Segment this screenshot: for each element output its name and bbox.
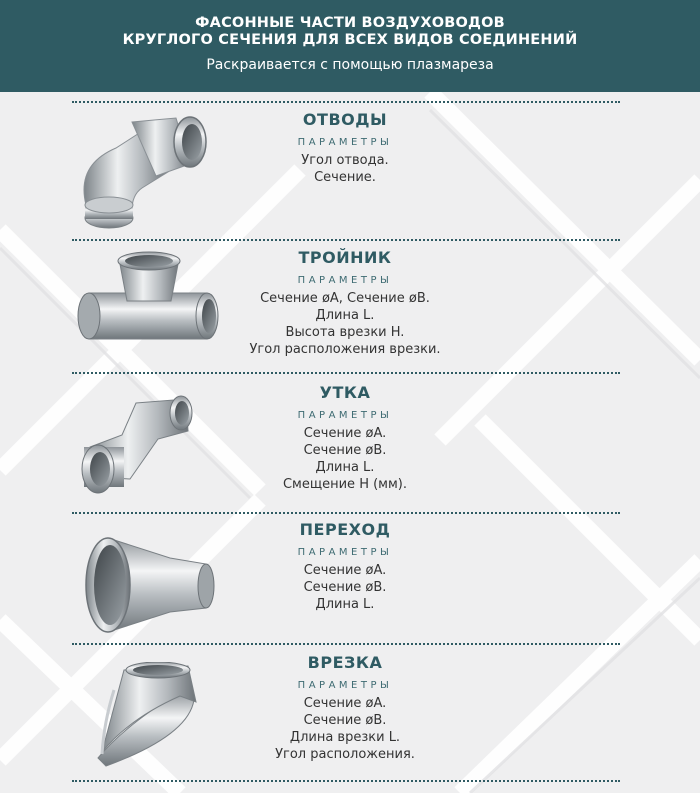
section-title: ВРЕЗКА <box>307 653 383 672</box>
page-header <box>0 0 700 92</box>
params-label: ПАРАМЕТРЫ <box>297 137 393 148</box>
params-label: ПАРАМЕТРЫ <box>297 547 393 558</box>
param-line: Угол отвода. <box>301 153 389 168</box>
offset-pipe-image <box>78 391 198 503</box>
param-line: Угол расположения. <box>275 747 415 762</box>
params-label: ПАРАМЕТРЫ <box>297 410 393 421</box>
param-line: Сечение øB. <box>303 713 387 728</box>
header-title-line1: ФАСОННЫЕ ЧАСТИ ВОЗДУХОВОДОВ <box>195 15 505 31</box>
param-line: Длина L. <box>315 308 375 323</box>
section-divider <box>72 780 620 782</box>
params-label: ПАРАМЕТРЫ <box>297 680 393 691</box>
param-line: Сечение øB. <box>303 443 387 458</box>
param-line: Сечение øB. <box>303 580 387 595</box>
param-line: Длина L. <box>315 460 375 475</box>
params-label: ПАРАМЕТРЫ <box>297 275 393 286</box>
param-line: Сечение øA. <box>303 563 387 578</box>
param-line: Высота врезки H. <box>285 325 405 340</box>
section-divider <box>72 643 620 645</box>
section-title: ТРОЙНИК <box>298 248 392 267</box>
param-line: Сечение øA, Сечение øB. <box>260 291 430 306</box>
param-line: Сечение øA. <box>303 696 387 711</box>
section-title: УТКА <box>319 383 371 402</box>
param-line: Сечение. <box>314 170 376 185</box>
param-line: Сечение øA. <box>303 426 387 441</box>
section-divider <box>72 512 620 514</box>
section-divider <box>72 101 620 103</box>
param-line: Смещение H (мм). <box>282 477 407 492</box>
header-title-line2: КРУГЛОГО СЕЧЕНИЯ ДЛЯ ВСЕХ ВИДОВ СОЕДИНЕНИЙ <box>122 32 578 48</box>
param-line: Угол расположения врезки. <box>249 342 441 357</box>
param-line: Длина врезки L. <box>289 730 401 745</box>
section-title: ПЕРЕХОД <box>299 520 391 539</box>
section-title: ОТВОДЫ <box>302 110 388 129</box>
header-subtitle: Раскраивается с помощью плазмареза <box>206 57 494 73</box>
param-line: Длина L. <box>315 597 375 612</box>
section-divider <box>72 372 620 374</box>
section-divider <box>72 239 620 241</box>
